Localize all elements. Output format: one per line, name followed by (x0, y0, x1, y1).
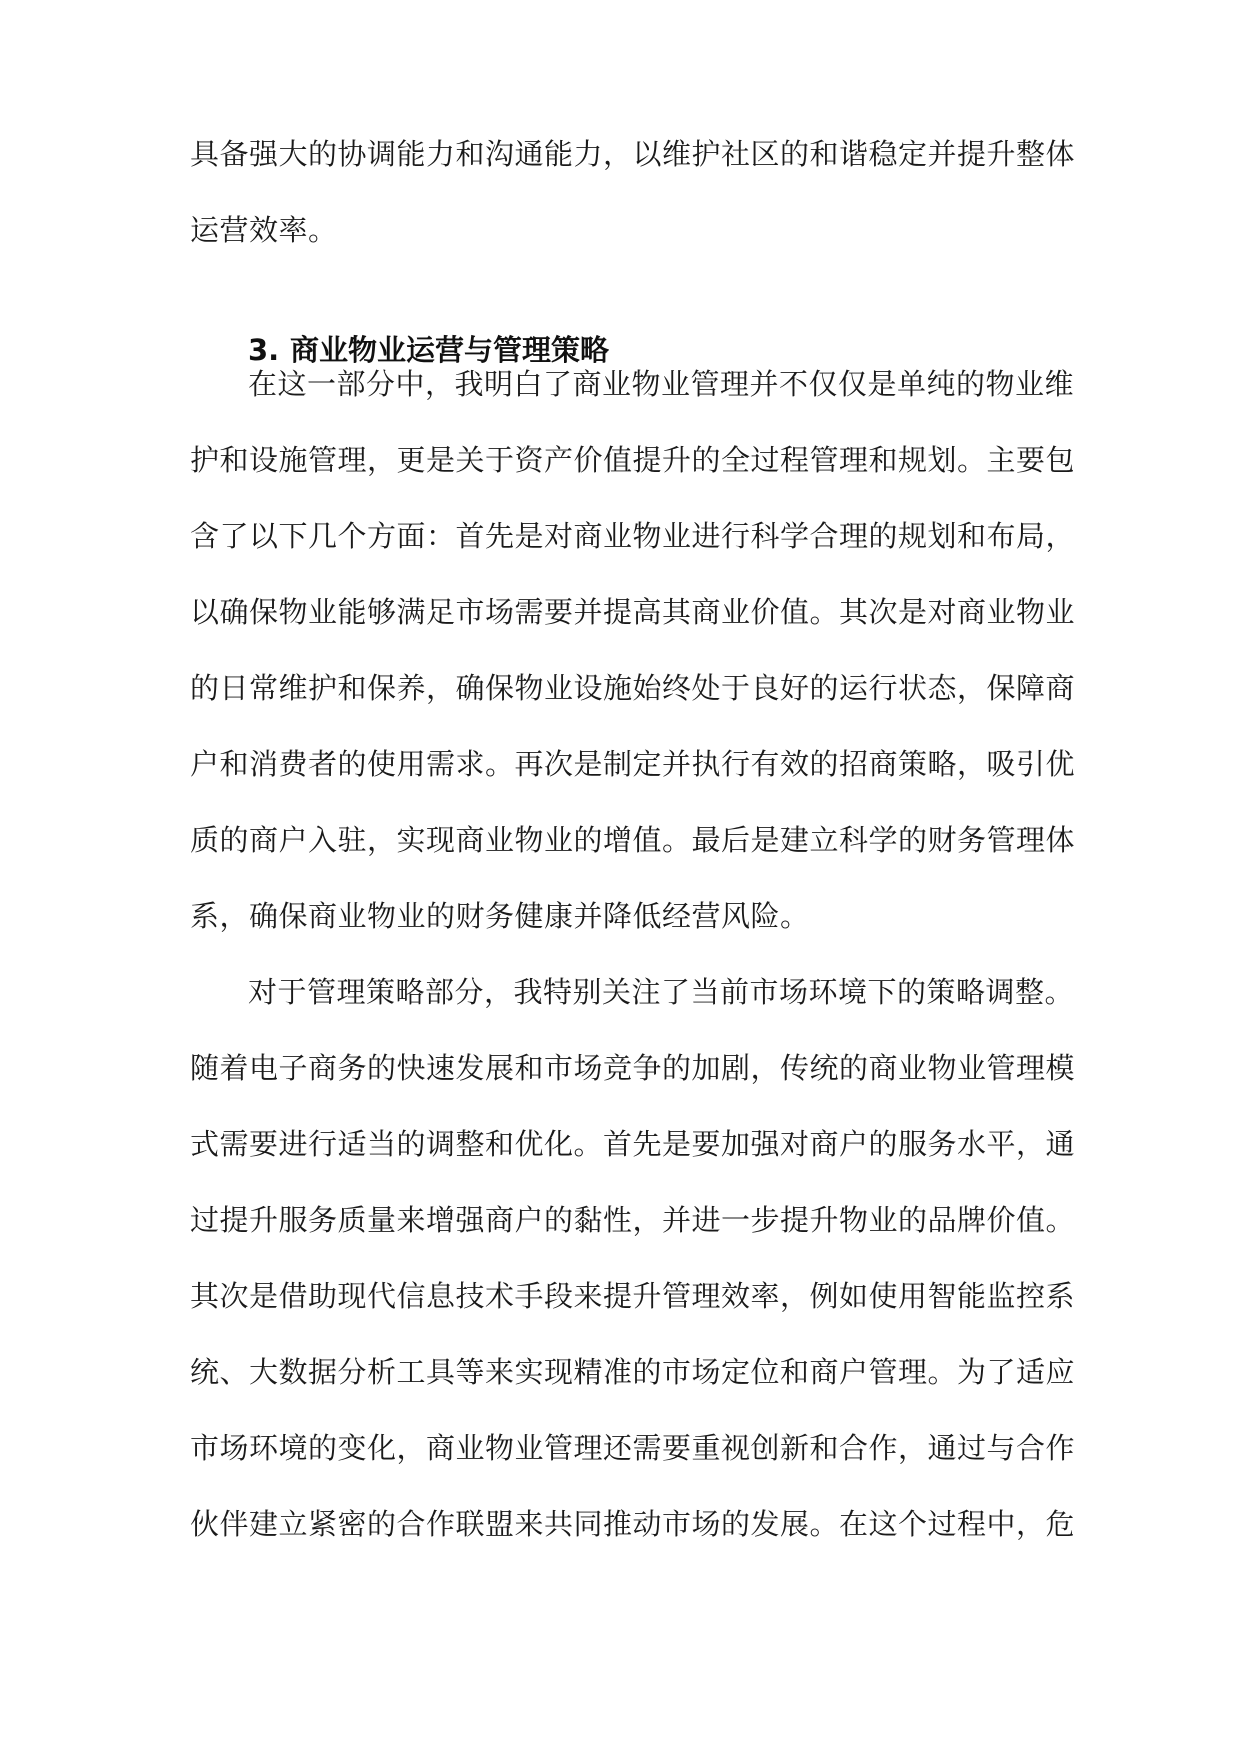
paragraph-line: 系，确保商业物业的财务健康并降低经营风险。 (190, 899, 810, 933)
paragraph-line: 具备强大的协调能力和沟通能力，以维护社区的和谐稳定并提升整体 (190, 137, 1076, 171)
paragraph-line: 式需要进行适当的调整和优化。首先是要加强对商户的服务水平，通 (190, 1127, 1076, 1161)
paragraph-line: 护和设施管理，更是关于资产价值提升的全过程管理和规划。主要包 (190, 443, 1076, 477)
paragraph-line: 伙伴建立紧密的合作联盟来共同推动市场的发展。在这个过程中，危 (190, 1507, 1076, 1541)
paragraph-line: 以确保物业能够满足市场需要并提高其商业价值。其次是对商业物业 (190, 595, 1076, 629)
paragraph-line: 运营效率。 (190, 213, 338, 247)
paragraph-line: 在这一部分中，我明白了商业物业管理并不仅仅是单纯的物业维 (248, 367, 1075, 401)
paragraph-line: 的日常维护和保养，确保物业设施始终处于良好的运行状态，保障商 (190, 671, 1076, 705)
paragraph-line: 户和消费者的使用需求。再次是制定并执行有效的招商策略，吸引优 (190, 747, 1076, 781)
paragraph-line: 其次是借助现代信息技术手段来提升管理效率，例如使用智能监控系 (190, 1279, 1076, 1313)
paragraph-two (190, 954, 1076, 1562)
paragraph-one (190, 346, 1076, 954)
paragraph-line: 质的商户入驻，实现商业物业的增值。最后是建立科学的财务管理体 (190, 823, 1076, 857)
section-number: 3. (248, 333, 280, 367)
intro-paragraph (190, 116, 1076, 268)
paragraph-line: 市场环境的变化，商业物业管理还需要重视创新和合作，通过与合作 (190, 1431, 1076, 1465)
section-title: 商业物业运营与管理策略 (290, 333, 610, 367)
paragraph-line: 过提升服务质量来增强商户的黏性，并进一步提升物业的品牌价值。 (190, 1203, 1076, 1237)
paragraph-line: 对于管理策略部分，我特别关注了当前市场环境下的策略调整。 (248, 975, 1075, 1009)
paragraph-line: 统、大数据分析工具等来实现精准的市场定位和商户管理。为了适应 (190, 1355, 1076, 1389)
paragraph-line: 随着电子商务的快速发展和市场竞争的加剧，传统的商业物业管理模 (190, 1051, 1076, 1085)
paragraph-line: 含了以下几个方面：首先是对商业物业进行科学合理的规划和布局， (190, 519, 1076, 553)
